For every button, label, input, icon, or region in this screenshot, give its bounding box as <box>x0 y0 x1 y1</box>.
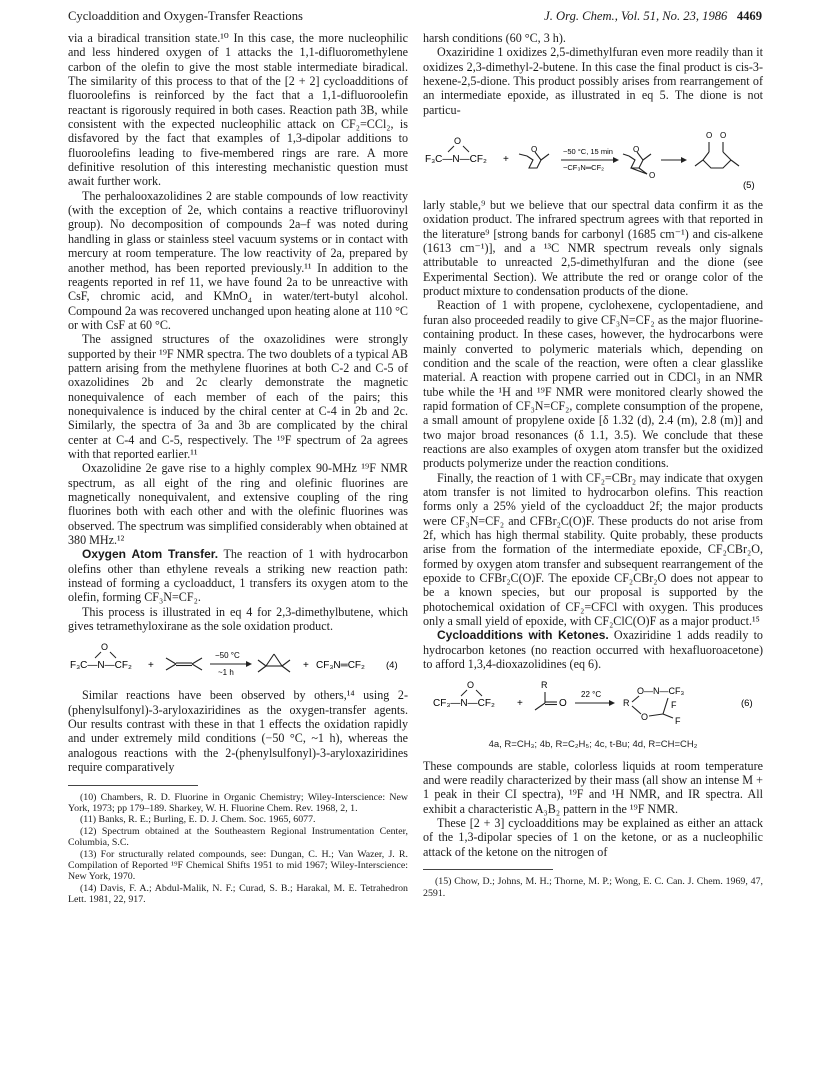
right-column <box>423 31 763 899</box>
running-title: Cycloaddition and Oxygen-Transfer Reactions <box>68 9 303 23</box>
ring-oxygen: O <box>531 145 538 155</box>
oxaziridine-oxygen: O <box>454 136 462 147</box>
equation-6 <box>423 676 763 732</box>
paragraph: These [2 + 3] cycloadditions may be explained as either an attack of the 1,3-dipolar species of 1 on the ketone, or as a nucleophilic attack of the ketone on the nitrogen of <box>423 816 763 859</box>
running-header <box>68 9 762 25</box>
plus-sign: + <box>503 154 509 166</box>
paragraph: Similar reactions have been observed by others,¹⁴ using 2-(phenylsulfonyl)-3-aryloxaziridines as the oxygen-transfer agents. Our results contrast with these in that 1 effects the oxidation rapidly and under extremely mild conditions (−50 °C, ~1 h), whereas the analogous reactions with the 2-(phenylsulfonyl)-3-aryloxaziridines require comparatively <box>68 688 408 775</box>
dioxazolidine-ring-top: O—N—CF₃ <box>637 686 685 697</box>
bond-line <box>95 652 101 658</box>
dioxazolidine-structure <box>632 696 673 718</box>
dimethylbutene-structure <box>166 658 202 670</box>
paragraph: via a biradical transition state.¹⁰ In this case, the more nucleophilic and less hindered oxygen of 1 attacks the 1,1-difluoromethylene carbon of the olefin to give the most stable intermediate biradical. The similarity of this process to that of the [2 + 2] cycloadditions of fluoroolefins is reinforced by the fact that a 1,1-difluoroolefin reactant is rigorously required in both cases. Reaction path 3B, while consistent with the expected nucleophilic attack on CF₂=CCl₂, is disfavored by the fact that examples of 1,3-dipolar additions to fluoroolefins leading to five-membered rings are rare. A more definitive resolution of this interesting mechanistic question must await further work. <box>68 31 408 189</box>
ketone-oxygen: O <box>559 698 567 710</box>
oxaziridine-oxygen: O <box>101 642 109 653</box>
dimethylfuran-structure <box>519 152 549 168</box>
bond-line <box>448 146 454 152</box>
arrow-head <box>246 661 252 667</box>
plus-sign: + <box>303 660 309 672</box>
section-heading: Cycloadditions with Ketones. <box>437 628 609 643</box>
equation-4-scheme <box>68 638 408 682</box>
paragraph: Oxygen Atom Transfer. The reaction of 1 with hydrocarbon olefins other than ethylene reveals a striking new reaction path: instead of forming a cycloadduct, 1 transfers its oxygen atom to the olefin, forming CF₃N=CF₂. <box>68 547 408 605</box>
footnotes <box>423 876 763 899</box>
paragraph: Oxaziridine 1 oxidizes 2,5-dimethylfuran even more readily than it oxidizes 2,3-dimethyl-2-butene. In this case the final product is cis-3-hexene-2,5-dione. This product possibly arises from rearrangement of an intermediate epoxide, as illustrated in eq 5. The dione is not particu- <box>423 45 763 117</box>
ketone-r-group: R <box>541 680 548 691</box>
equation-5 <box>423 122 763 192</box>
footnote: (13) For structurally related compounds, see: Dungan, C. H.; Van Wazer, J. R. Compilation of Reported ¹⁹F Chemical Shifts 1951 to mid 1967; Wiley-Interscience: New York, 1970. <box>68 848 408 883</box>
footnote: (11) Banks, R. E.; Burling, E. D. J. Chem. Soc. 1965, 6077. <box>80 814 316 826</box>
tetramethyloxirane-structure <box>258 654 290 672</box>
condition-time: ~1 h <box>218 668 234 678</box>
condition-byproduct: −CF₃N═CF₂ <box>563 163 605 173</box>
carbonyl-oxygen: O <box>706 131 713 141</box>
bond-line <box>110 652 116 658</box>
oxaziridine-formula: CF₃—N—CF₂ <box>433 698 495 710</box>
equation-number: (4) <box>386 660 398 672</box>
arrow-head <box>681 157 687 163</box>
plus-sign: + <box>148 660 154 672</box>
bond-line <box>476 690 482 696</box>
plus-sign: + <box>517 698 523 710</box>
hexenedione-structure <box>695 142 739 168</box>
left-column <box>68 31 408 906</box>
condition-temperature: 22 °C <box>581 690 602 700</box>
equation-6-scheme <box>423 676 763 732</box>
page-number: 4469 <box>736 9 762 23</box>
footnote-divider <box>423 869 553 870</box>
paragraph: Oxazolidine 2e gave rise to a highly complex 90-MHz ¹⁹F NMR spectrum, as all eight of the ring and olefinic fluorines are magnetically nonequivalent, and extensive coupling of the ring fluorines both with each other and with the olefinic fluorines was observed. The spectrum was simplified considerably when obtained at 380 MHz.¹² <box>68 461 408 548</box>
condition-temperature: −50 °C <box>215 651 240 661</box>
bond-line <box>461 690 467 696</box>
paragraph: This process is illustrated in eq 4 for 2,3-dimethylbutene, which gives tetramethyloxirane as the sole oxidation product. <box>68 604 408 634</box>
condition-temperature-time: −50 °C, 15 min <box>563 147 613 157</box>
footnote-divider <box>68 785 198 786</box>
product-formula: CF₃N═CF₂ <box>316 660 365 672</box>
product-r-group: R <box>623 698 630 709</box>
oxaziridine-oxygen: O <box>467 680 475 691</box>
footnote: (10) Chambers, R. D. Fluorine in Organic Chemistry; Wiley-Interscience: New York, 1973; pp 179–189. Sharkey, W. H. Fluorine Chem. Rev. 1968, 2, 1. <box>68 791 408 814</box>
paragraph: harsh conditions (60 °C, 3 h). <box>423 31 566 45</box>
ketone-structure <box>535 692 557 710</box>
carbonyl-oxygen: O <box>720 131 727 141</box>
arrow-head <box>613 157 619 163</box>
footnote: (14) Davis, F. A.; Abdul-Malik, N. F.; Curad, S. B.; Harakal, M. E. Tetrahedron Lett. 1981, 22, 917. <box>68 882 408 906</box>
oxaziridine-formula: F₃C—N—CF₂ <box>425 154 487 166</box>
equation-number: (5) <box>743 180 755 192</box>
arrow-head <box>609 700 615 706</box>
ring-oxygen: O <box>641 712 649 723</box>
footnote: (12) Spectrum obtained at the Southeastern Regional Instrumentation Center, Columbia, S.C. <box>68 825 408 849</box>
equation-number: (6) <box>741 698 753 710</box>
section-heading: Oxygen Atom Transfer. <box>82 547 219 562</box>
footnote: (15) Chow, D.; Johns, M. H.; Thorne, M. P.; Wong, E. C. Can. J. Chem. 1969, 47, 2591. <box>423 876 763 899</box>
paragraph: These compounds are stable, colorless liquids at room temperature and were readily characterized by their mass (all show an intense M + 1 peak in their CI spectra), ¹⁹F and ¹H NMR, and IR spectra. All exhibit a characteristic A₃B₂ pattern in the ¹⁹F NMR. <box>423 758 763 816</box>
epoxide-oxygen: O <box>649 171 656 181</box>
compound-legend: 4a, R=CH₃; 4b, R=C₂H₅; 4c, t-Bu; 4d, R=CH=CH₂ <box>488 739 698 751</box>
paragraph: The assigned structures of the oxazolidines were strongly supported by their ¹⁹F NMR spectra. The two doublets of a typical AB pattern arising from the methylene fluorines at both C-2 and C-5 of oxazolidines 2b and 2c clearly demonstrate the magnetic nonequivalence of each member of each of the pairs; this nonequivalence is induced by the chiral center at C-4 in 2b and 2c. Similarly, the spectra of 3a and 3b are complicated by the chiral center at C-4 and C-5, respectively. The ¹⁹F spectrum of 2a agrees with that reported earlier.¹¹ <box>68 332 408 461</box>
paragraph: Finally, the reaction of 1 with CF₂=CBr₂ may indicate that oxygen atom transfer is not limited to hydrocarbon olefins. This reaction forms only a 25% yield of the cycloadduct 2f; the major products were CF₃N=CF₂ and CFBr₂C(O)F. These products do not arise from 2f, which has high thermal stability. Quite probably, these products arise from the formation of the intermediate epoxide, CF₂CBr₂O, formed by oxygen atom transfer and subsequent rearrangement of the epoxide to CFBr₂C(O)F. The epoxide CF₂CBr₂O does not appear to be a known species, but our proposal is supported by the photochemical oxidation of CF₂=CFCl with oxygen. This produces only a small yield of epoxide, with CF₂ClC(O)F as a major product.¹⁵ <box>423 470 763 629</box>
epoxide-intermediate-structure <box>623 152 651 174</box>
bond-line <box>463 146 469 152</box>
footnotes <box>68 792 408 906</box>
paragraph: The perhalooxazolidines 2 are stable compounds of low reactivity (with the exception of 2e, which contains a reactive trifluorovinyl group). No decomposition of compounds 2a–f was noted during handling in glass or stainless steel vacuum systems or in contact with mercury at room temperature. The low reactivity of 2a, prepared by another method, has been reported previously.¹¹ In addition to the reagents reported in ref 11, we have found 2a to be unreactive with CsF, chromic acid, and KMnO₄ in water/tert-butyl alcohol. Compound 2a was recovered unchanged upon heating alone at 110 °C or with CsF at 60 °C. <box>68 188 408 332</box>
paragraph: Cycloadditions with Ketones. Oxaziridine 1 adds readily to hydrocarbon ketones (no reaction occurred with hexafluoroacetone) to afford 1,3,4-dioxazolidines (eq 6). <box>423 628 763 672</box>
ring-oxygen: O <box>633 145 640 155</box>
fluorine-label: F <box>671 700 677 711</box>
fluorine-label: F <box>675 716 681 727</box>
oxaziridine-formula: F₃C—N—CF₂ <box>70 660 132 672</box>
paragraph: Reaction of 1 with propene, cyclohexene, cyclopentadiene, and furan also proceeded readily to give CF₃N=CF₂ as the major fluorine-containing product. In these cases, however, the hydrocarbons were mainly converted to polymeric materials which, depending on condition and the scale of the reaction, were often a clear glasslike material. A reaction with propene carried out in CDCl₃ in an NMR tube while the ¹H and ¹⁹F NMR were monitored clearly showed the rapid formation of CF₃N=CF₂, complete consumption of the propene, a small amount of propylene oxide [δ 1.32 (d), 2.4 (m), 2.8 (m)] and two major broad resonances (δ 1.1, 3.5). We conclude that these reactions are also examples of oxygen atom transfer but the oxidized products polymerize under the reaction conditions. <box>423 298 763 471</box>
paragraph: larly stable,⁹ but we believe that our spectral data confirm it as the oxidation product. The infrared spectrum agrees with that reported in the literature⁹ [strong bands for carbonyl (1685 cm⁻¹) and cis-alkene (1613 cm⁻¹)], and a ¹³C NMR spectrum reveals only signals attributable to unreacted 2,5-dimethylfuran and the dione (see Experimental Section). We attribute the red or orange color of the product mixture to condensation products of the dione. <box>423 198 763 299</box>
journal-citation: J. Org. Chem., Vol. 51, No. 23, 1986 4469 <box>544 9 762 23</box>
equation-5-scheme <box>423 122 763 192</box>
equation-4 <box>68 638 408 682</box>
